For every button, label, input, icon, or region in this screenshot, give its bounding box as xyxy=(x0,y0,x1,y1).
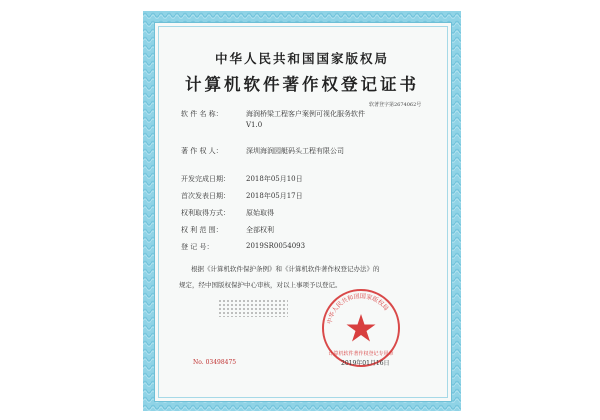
field-label-software-name: 软 件 名 称： xyxy=(181,110,223,118)
serial-number: No. 03498475 xyxy=(193,359,237,366)
field-value-registration-no: 2019SR0054093 xyxy=(246,242,306,250)
field-label-publish-date: 首次发表日期： xyxy=(181,192,230,200)
field-label-acquisition: 权利取得方式： xyxy=(181,209,230,217)
field-value-owner: 深圳海润园艇码头工程有限公司 xyxy=(246,147,344,155)
field-value-software-name: 海润桥梁工程客户案例可视化服务软件 xyxy=(246,110,365,118)
field-value-scope: 全部权利 xyxy=(246,226,274,234)
security-perforation xyxy=(218,299,288,317)
body-line-2: 规定，经中国版权保护中心审核，对以上事项予以登记。 xyxy=(179,281,342,289)
svg-text:中华人民共和国国家版权局: 中华人民共和国国家版权局 xyxy=(326,292,390,325)
field-label-scope: 权 利 范 围： xyxy=(181,226,223,234)
field-label-completion-date: 开发完成日期： xyxy=(181,175,230,183)
svg-text:计算机软件著作权登记专用章: 计算机软件著作权登记专用章 xyxy=(328,351,394,357)
body-line-1: 根据《计算机软件保护条例》和《计算机软件著作权登记办法》的 xyxy=(191,265,380,273)
stamp-date: 2019年01月16日 xyxy=(341,360,390,367)
field-value-completion-date: 2018年05月10日 xyxy=(246,175,303,183)
certificate-number: 软著登字第2674062号 xyxy=(369,102,422,108)
field-label-owner: 著 作 权 人： xyxy=(181,147,223,155)
issuer-title: 中华人民共和国国家版权局 xyxy=(214,51,389,66)
certificate-title: 计算机软件著作权登记证书 xyxy=(185,75,419,94)
field-value-publish-date: 2018年05月17日 xyxy=(246,192,303,200)
field-value-acquisition: 原始取得 xyxy=(246,209,274,217)
field-label-registration-no: 登 记 号： xyxy=(181,243,214,251)
certificate xyxy=(143,11,461,411)
field-value-version: V1.0 xyxy=(246,121,263,129)
